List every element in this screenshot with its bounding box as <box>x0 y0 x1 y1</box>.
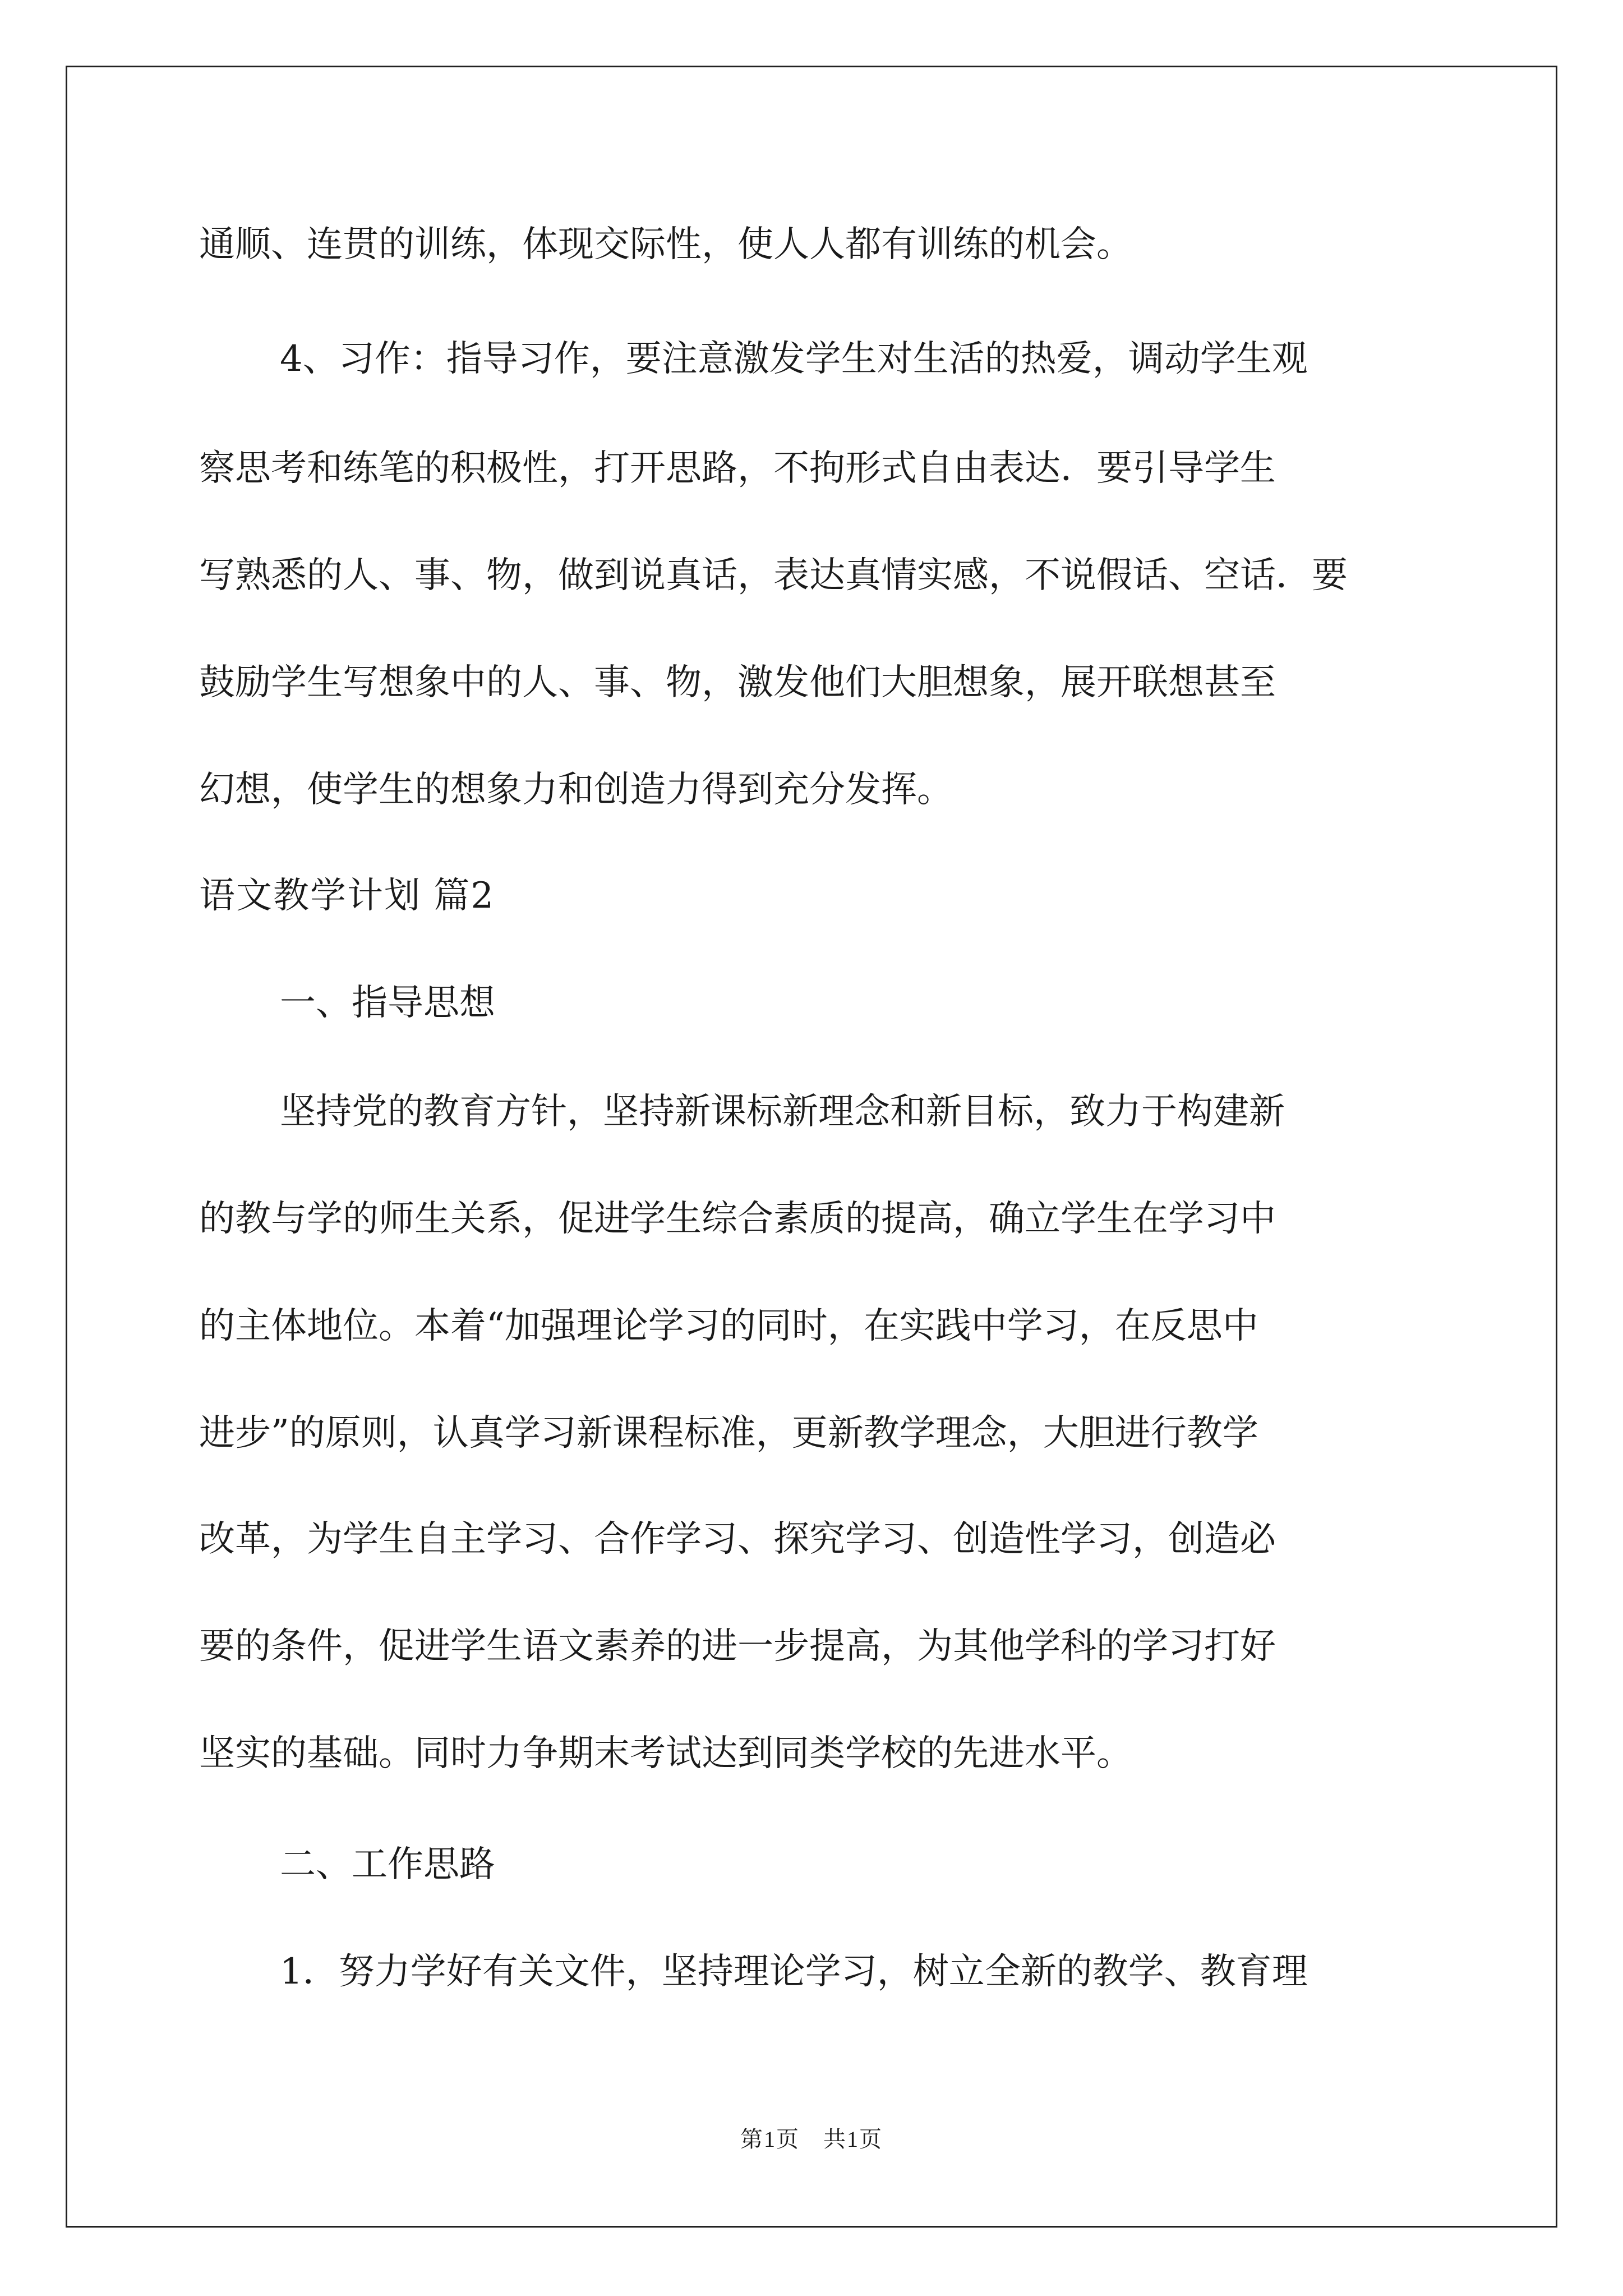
subsection-heading: 一、指导思想 <box>280 982 495 1024</box>
paragraph-line: 要的条件，促进学生语文素养的进一步提高，为其他学科的学习打好 <box>199 1626 1276 1667</box>
paragraph-line: 坚持党的教育方针，坚持新课标新理念和新目标，致力于构建新 <box>280 1091 1285 1133</box>
paragraph-line: 的教与学的师生关系，促进学生综合素质的提高，确立学生在学习中 <box>199 1198 1276 1240</box>
section-heading: 语文教学计划 篇2 <box>199 875 495 917</box>
paragraph-line: 察思考和练笔的积极性，打开思路，不拘形式自由表达．要引导学生 <box>199 448 1276 489</box>
paragraph-line: 写熟悉的人、事、物，做到说真话，表达真情实感，不说假话、空话．要 <box>199 555 1348 596</box>
paragraph-line: 进步”的原则，认真学习新课程标准，更新教学理念，大胆进行教学 <box>199 1412 1258 1454</box>
paragraph-line: 幻想，使学生的想象力和创造力得到充分发挥。 <box>199 769 953 811</box>
paragraph-line: 坚实的基础。同时力争期末考试达到同类学校的先进水平。 <box>199 1733 1132 1774</box>
paragraph-line: 通顺、连贯的训练，体现交际性，使人人都有训练的机会。 <box>199 224 1132 265</box>
page-number-footer: 第1页 共1页 <box>740 2127 883 2152</box>
paragraph-line: 的主体地位。本着“加强理论学习的同时，在实践中学习，在反思中 <box>199 1305 1258 1347</box>
page-border <box>66 66 1557 2228</box>
paragraph-line: 鼓励学生写想象中的人、事、物，激发他们大胆想象，展开联想甚至 <box>199 662 1276 703</box>
paragraph-line: 改革，为学生自主学习、合作学习、探究学习、创造性学习，创造必 <box>199 1519 1276 1560</box>
paragraph-line: 4、习作：指导习作，要注意激发学生对生活的热爱，调动学生观 <box>280 338 1308 380</box>
subsection-heading: 二、工作思路 <box>280 1844 495 1885</box>
paragraph-line: 1．努力学好有关文件，坚持理论学习，树立全新的教学、教育理 <box>280 1951 1308 1993</box>
